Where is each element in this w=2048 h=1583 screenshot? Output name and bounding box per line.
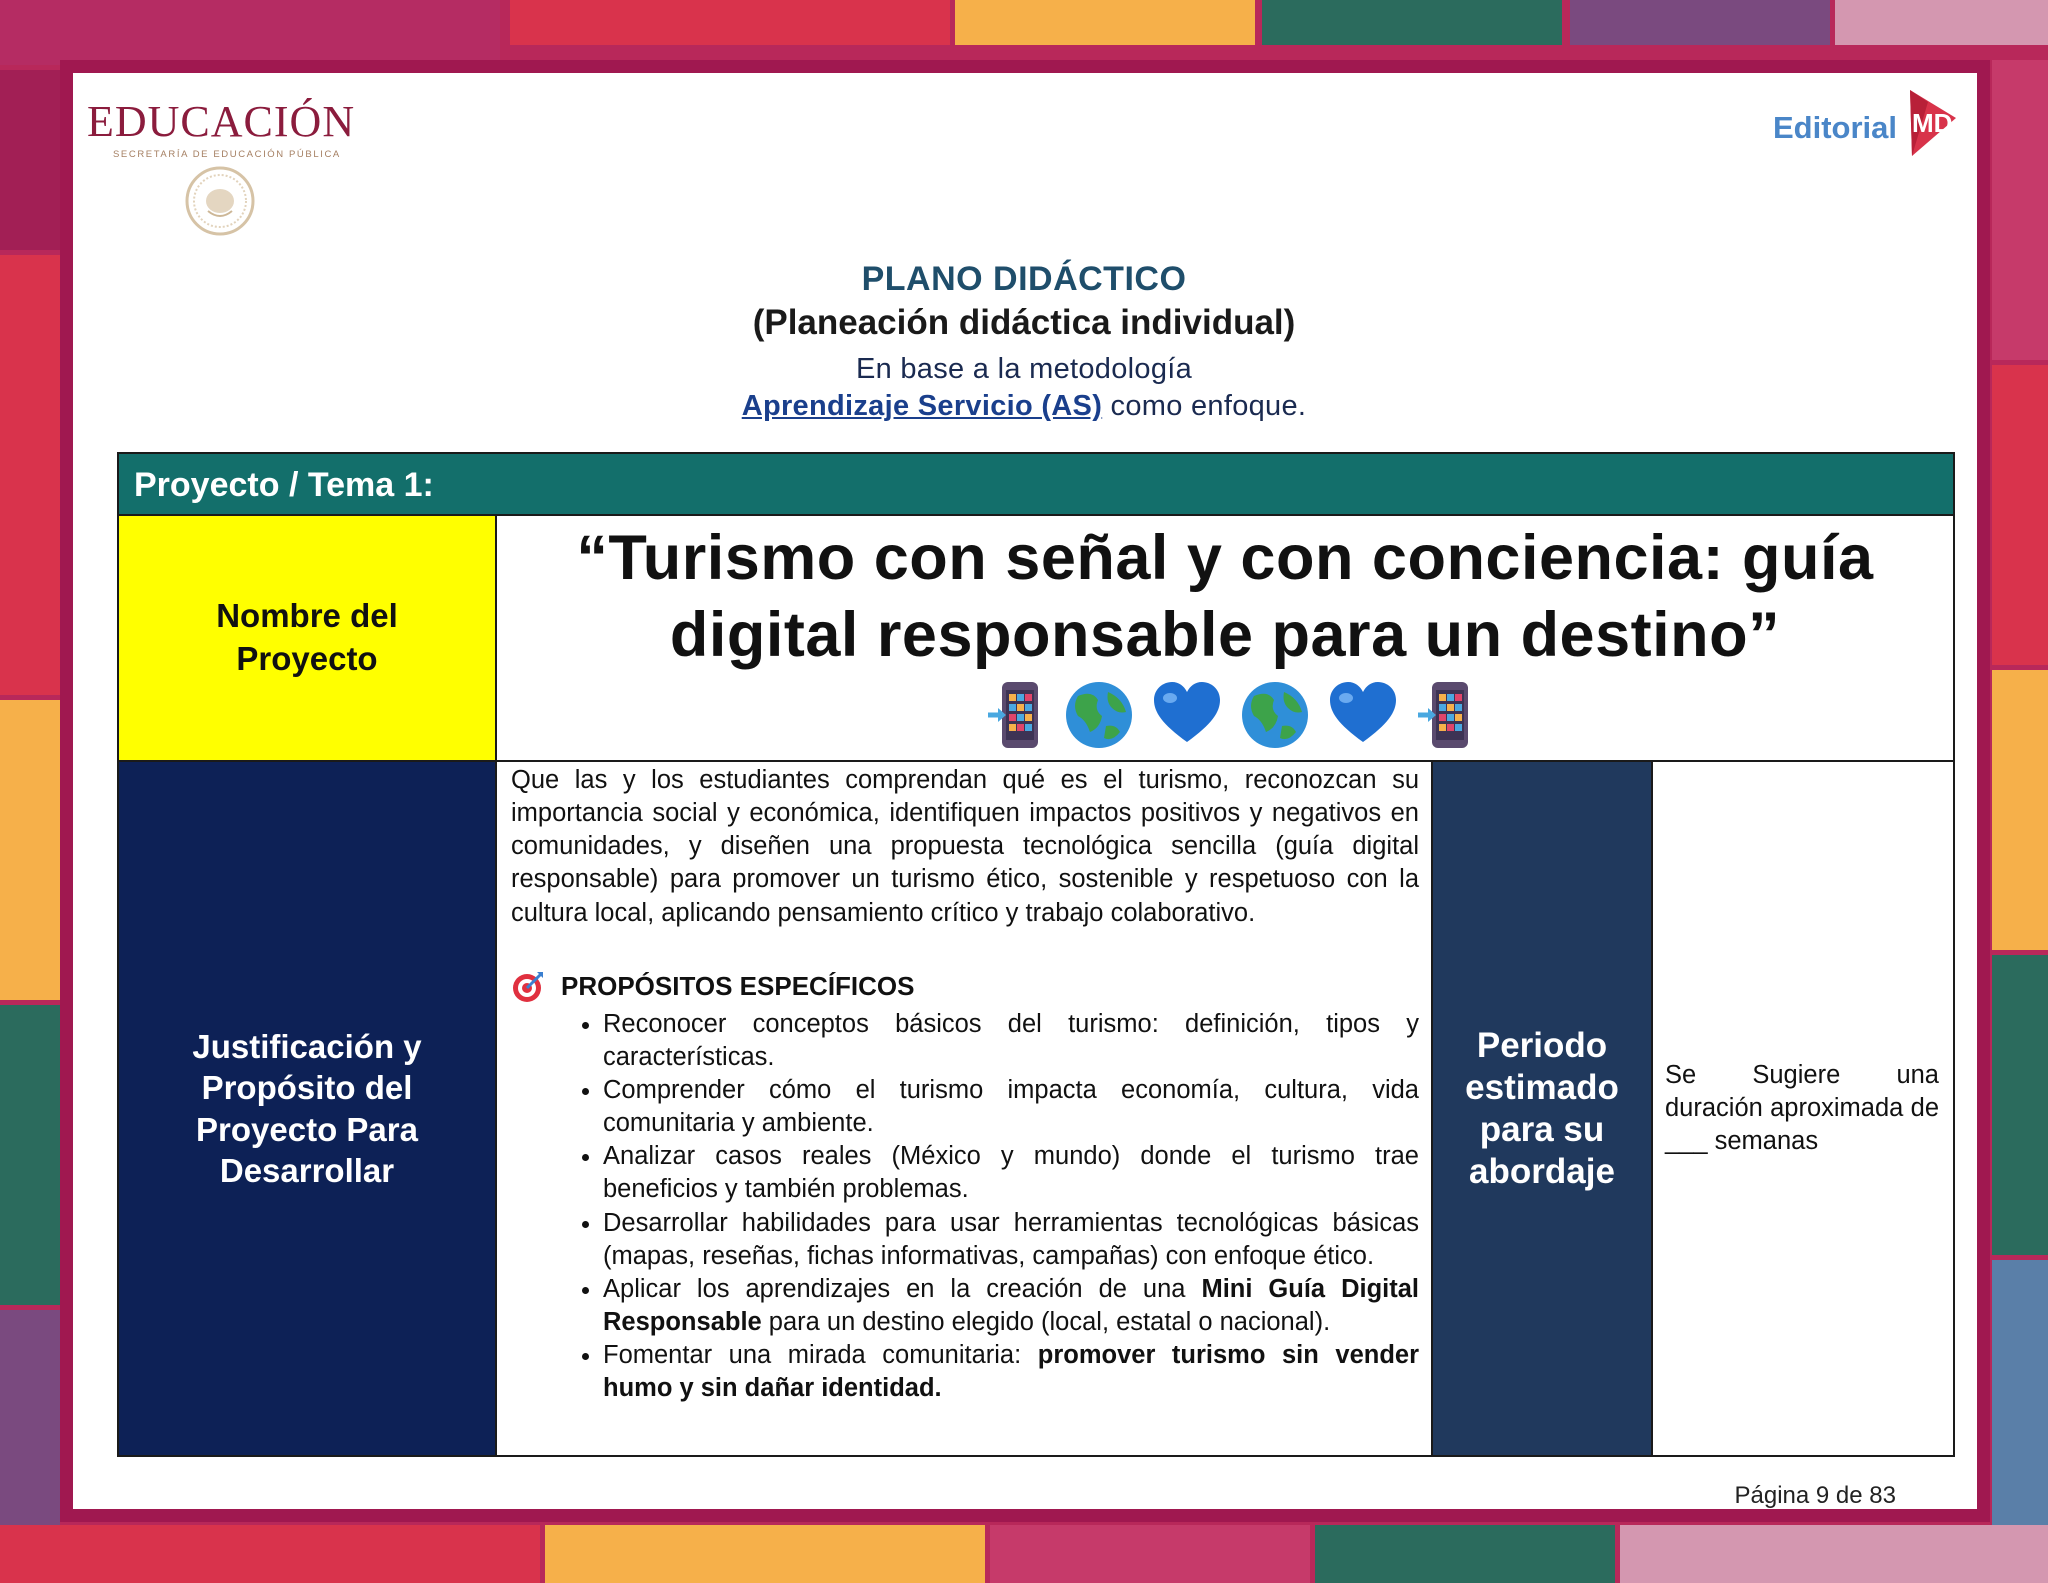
justification-content xyxy=(497,762,1433,1455)
sep-logo-subtext: SECRETARÍA DE EDUCACIÓN PÚBLICA xyxy=(113,149,341,160)
justification-label-line4: Desarrollar xyxy=(219,1151,395,1189)
table-header-label: Proyecto / Tema 1: xyxy=(134,466,434,504)
approach-rest: como enfoque. xyxy=(1102,390,1307,422)
purposes-list xyxy=(511,1008,1419,1406)
methodology-line: En base a la metodología xyxy=(855,353,1193,385)
approach-line xyxy=(0,390,2048,423)
justification-label-line3: Proyecto Para xyxy=(196,1110,418,1148)
project-name-label-line2: Proyecto xyxy=(236,640,378,677)
project-title-line1: “Turismo con señal y con conciencia: guía xyxy=(576,523,1874,593)
page-number: Página 9 de 83 xyxy=(1734,1482,1896,1509)
project-name-label xyxy=(119,516,497,762)
page-title: PLANO DIDÁCTICO xyxy=(861,260,1187,298)
page-subtitle: (Planeación didáctica individual) xyxy=(752,303,1296,342)
list-item: • Comprender cómo el turismo impacta economía, cultura, vida comunitaria y ambiente. xyxy=(603,1074,1419,1140)
mobile-icon xyxy=(986,680,1046,750)
mobile-icon xyxy=(1416,680,1476,750)
national-seal-icon xyxy=(182,165,258,237)
project-title xyxy=(497,520,1953,674)
project-name-label-line1: Nombre del xyxy=(216,597,398,635)
globe-icon xyxy=(1064,680,1134,750)
period-label-line2: estimado xyxy=(1465,1067,1619,1107)
sep-logo-text: EDUCACIÓN xyxy=(87,97,356,146)
justification-label xyxy=(119,762,497,1455)
blue-heart-icon xyxy=(1328,680,1398,746)
table-header-row xyxy=(119,454,1953,516)
project-table xyxy=(117,452,1955,1457)
list-item: • Aplicar los aprendizajes en la creación de una Mini Guía Digital Responsable para un destino elegido (local, estatal o nacional). xyxy=(603,1273,1419,1339)
emoji-row xyxy=(509,680,1953,750)
methodology-link[interactable]: Aprendizaje Servicio (AS) xyxy=(741,390,1103,422)
period-label xyxy=(1433,762,1653,1455)
justification-label-line2: Propósito del xyxy=(201,1069,413,1107)
list-item: • Fomentar una mirada comunitaria: promover turismo sin vender humo y sin dañar identidad. xyxy=(603,1339,1419,1405)
project-title-line2: digital responsable para un destino” xyxy=(669,599,1781,670)
target-icon xyxy=(511,970,545,1004)
purposes-title: PROPÓSITOS ESPECÍFICOS xyxy=(561,970,915,1001)
list-item: • Analizar casos reales (México y mundo) donde el turismo trae beneficios y también problemas. xyxy=(603,1140,1419,1206)
purposes-heading xyxy=(511,970,1419,1004)
md-mark-icon xyxy=(1898,80,1968,160)
duration-cell xyxy=(1653,762,1953,1455)
project-name-cell xyxy=(497,516,1953,762)
md-mark-text: MD xyxy=(1912,108,1953,138)
justification-label-line1: Justificación y xyxy=(192,1028,422,1065)
document-titles xyxy=(0,260,2048,423)
duration-text: Se Sugiere una duración aproximada de ___ semanas xyxy=(1665,1060,1939,1156)
globe-icon xyxy=(1240,680,1310,750)
period-label-line4: abordaje xyxy=(1469,1151,1615,1191)
blue-heart-icon xyxy=(1152,680,1222,746)
period-label-line3: para su xyxy=(1479,1109,1605,1149)
sep-logo xyxy=(87,96,355,160)
intro-paragraph: Que las y los estudiantes comprendan qué es el turismo, reconozcan su importancia social y económica, identifiquen impactos positivos y negativos en comunidades, y diseñen una propuesta tecnológica sencilla (guía digital responsable) para promover un turismo ético, sostenible y respetuoso con la cultura local, aplicando pensamiento crítico y trabajo colaborativo. xyxy=(511,766,1419,927)
editorial-text: Editorial xyxy=(1773,110,1898,145)
list-item: • Reconocer conceptos básicos del turismo: definición, tipos y características. xyxy=(603,1008,1419,1074)
editorial-md-logo xyxy=(1770,80,1970,160)
list-item: • Desarrollar habilidades para usar herramientas tecnológicas básicas (mapas, reseñas, fichas informativas, campañas) con enfoque ético. xyxy=(603,1207,1419,1273)
period-label-line1: Periodo xyxy=(1476,1025,1608,1065)
